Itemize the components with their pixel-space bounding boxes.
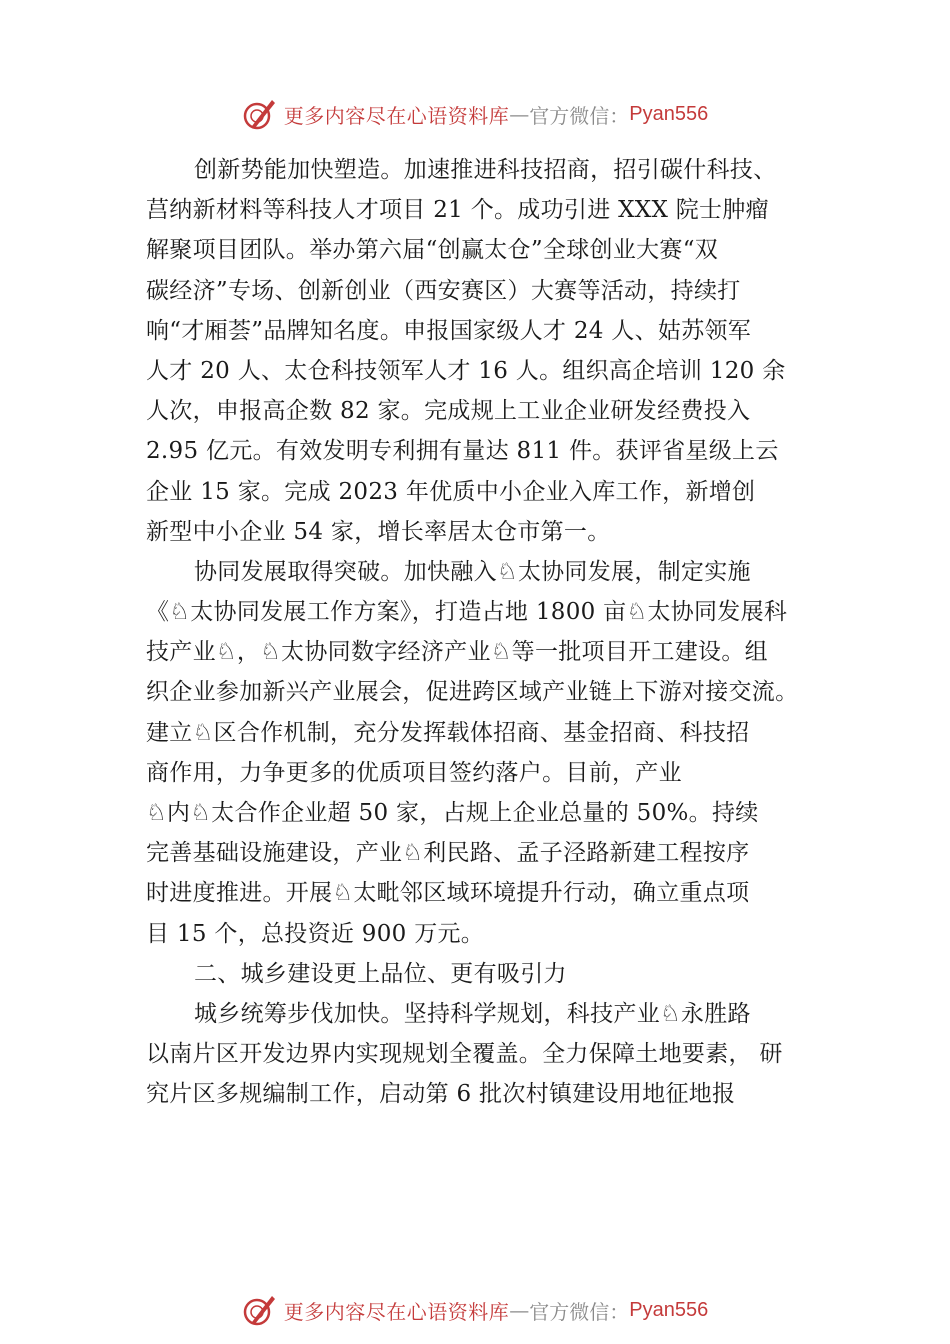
text-line: 目 15 个，总投资近 900 万元。 xyxy=(146,920,485,947)
text-line: 创新势能加快塑造。加速推进科技招商，招引碳什科技、 xyxy=(194,157,777,183)
text-line: 究片区多规编制工作，启动第 6 批次村镇建设用地征地报 xyxy=(146,1081,736,1108)
text-line: 莒纳新材料等科技人才项目 21 个。成功引进 XXX 院士肿瘤 xyxy=(146,197,769,224)
text-line: 商作用，力争更多的优质项目签约落户。目前，产业 xyxy=(146,759,682,786)
banner-text: 更多内容尽在心语资料库 xyxy=(283,1299,510,1324)
text-line: 碳经济”专场、创新创业（西安赛区）大赛等活动，持续打 xyxy=(146,277,741,304)
quill-logo-icon xyxy=(242,96,278,132)
text-line: 人次，申报高企数 82 家。完成规上工业企业研发经费投入 xyxy=(146,398,751,425)
text-line: 技产业♘，♘太协同数字经济产业♘等一批项目开工建设。组 xyxy=(146,639,768,666)
section-heading: 二、城乡建设更上品位、更有吸引力 xyxy=(194,960,567,987)
text-line: 协同发展取得突破。加快融入♘太协同发展，制定实施 xyxy=(194,558,751,585)
paragraph-innovation xyxy=(146,150,856,552)
text-line: 城乡统筹步伐加快。坚持科学规划，科技产业♘永胜路 xyxy=(194,1000,751,1027)
banner-separator: — xyxy=(509,1298,530,1322)
banner-separator: — xyxy=(509,102,530,126)
text-line: 织企业参加新兴产业展会，促进跨区域产业链上下游对接交流。 xyxy=(146,679,799,706)
text-line: 新型中小企业 54 家，增长率居太仓市第一。 xyxy=(146,518,611,545)
text-line: 2.95 亿元。有效发明专利拥有量达 811 件。获评省星级上云 xyxy=(146,438,779,465)
quill-logo-icon xyxy=(242,1292,278,1328)
banner-text: 更多内容尽在心语资料库 xyxy=(283,103,510,128)
banner-wechat-id: Pyan556 xyxy=(629,102,709,125)
banner-wechat-label: 官方微信： xyxy=(529,1299,630,1324)
text-line: 解聚项目团队。举办第六届“创赢太仓”全球创业大赛“双 xyxy=(146,237,719,264)
text-line: ♘内♘太合作企业超 50 家，占规上企业总量的 50%。持续 xyxy=(146,800,759,826)
banner-wechat-label: 官方微信： xyxy=(529,103,630,128)
text-line: 人才 20 人、太仓科技领军人才 16 人。组织高企培训 120 余 xyxy=(146,357,786,384)
text-line: 时进度推进。开展♘太毗邻区域环境提升行动，确立重点项 xyxy=(146,880,750,907)
text-line: 完善基础设施建设，产业♘利民路、孟子泾路新建工程按序 xyxy=(146,840,750,867)
paragraph-urban-rural xyxy=(146,994,856,1115)
text-line: 以南片区开发边界内实现规划全覆盖。全力保障土地要素， 研 xyxy=(146,1041,783,1068)
banner-wechat-id: Pyan556 xyxy=(629,1298,709,1321)
footer-banner xyxy=(0,1290,950,1330)
text-line: 企业 15 家。完成 2023 年优质中小企业入库工作，新增创 xyxy=(146,478,756,505)
text-line: 建立♘区合作机制，充分发挥载体招商、基金招商、科技招 xyxy=(146,719,750,746)
document-body xyxy=(146,150,856,1115)
paragraph-coordination xyxy=(146,552,856,954)
text-line: 《♘太协同发展工作方案》，打造占地 1800 亩♘太协同发展科 xyxy=(146,599,788,626)
text-line: 响“才厢荟”品牌知名度。申报国家级人才 24 人、姑苏领军 xyxy=(146,317,752,344)
header-banner xyxy=(0,94,950,134)
